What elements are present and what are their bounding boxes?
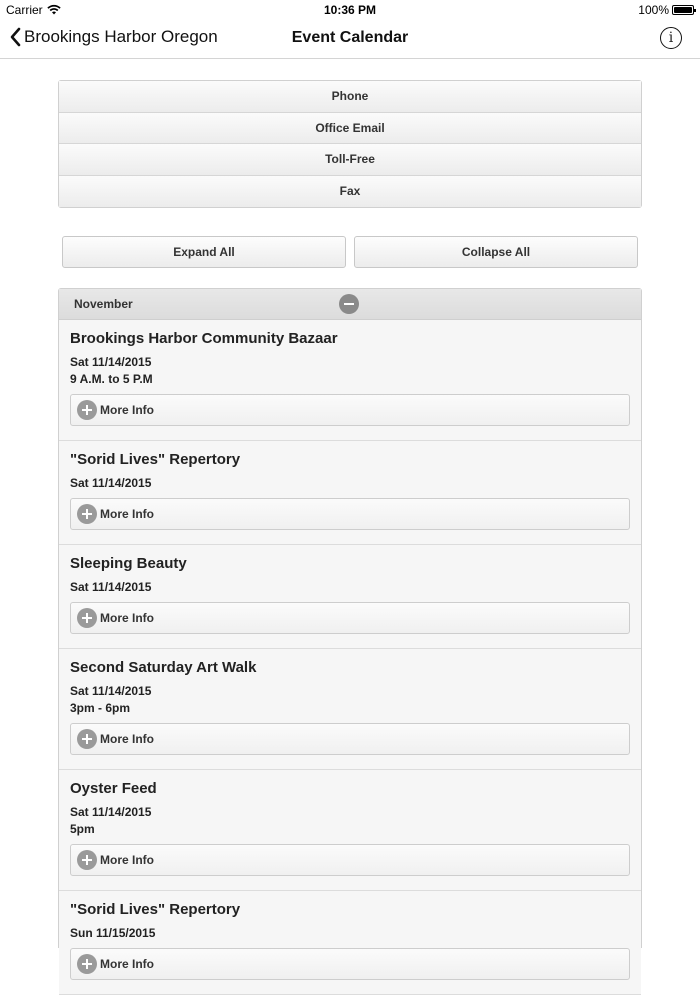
event-title: Sleeping Beauty (70, 555, 187, 572)
event-time: 9 A.M. to 5 P.M (70, 372, 153, 386)
month-header[interactable] (59, 289, 641, 320)
status-time: 10:36 PM (323, 3, 377, 17)
event-date: Sat 11/14/2015 (70, 805, 152, 819)
battery-percent: 100% (638, 3, 669, 17)
info-icon[interactable]: i (660, 27, 682, 49)
more-info-button[interactable] (70, 948, 630, 980)
contact-list (58, 80, 642, 208)
chevron-left-icon (8, 26, 22, 48)
month-section (58, 288, 642, 971)
battery-icon (672, 5, 694, 15)
event-date: Sat 11/14/2015 (70, 355, 152, 369)
event-title: "Sorid Lives" Repertory (70, 901, 241, 918)
collapse-all-button[interactable]: Collapse All (354, 236, 638, 268)
expand-collapse-row (62, 236, 638, 268)
event-date: Sat 11/14/2015 (70, 684, 152, 698)
event-date: Sat 11/14/2015 (70, 476, 152, 490)
event-date: Sat 11/14/2015 (70, 580, 152, 594)
plus-icon (77, 729, 97, 749)
collapse-minus-icon[interactable] (339, 294, 359, 314)
event-time: 5pm (70, 822, 95, 836)
more-info-button[interactable] (70, 498, 630, 530)
event-item (59, 649, 641, 770)
more-info-label: More Info (100, 611, 154, 625)
more-info-label: More Info (100, 403, 154, 417)
plus-icon (77, 954, 97, 974)
more-info-button[interactable] (70, 394, 630, 426)
event-item (59, 441, 641, 545)
month-label: November (74, 297, 133, 311)
event-title: Brookings Harbor Community Bazaar (70, 330, 338, 347)
contact-office-email[interactable]: Office Email (59, 113, 641, 145)
back-button[interactable] (8, 26, 218, 48)
more-info-label: More Info (100, 957, 154, 971)
plus-icon (77, 850, 97, 870)
plus-icon (77, 504, 97, 524)
carrier-label: Carrier (6, 3, 43, 17)
more-info-button[interactable] (70, 602, 630, 634)
event-title: Oyster Feed (70, 780, 157, 797)
plus-icon (77, 400, 97, 420)
event-date: Sun 11/15/2015 (70, 926, 156, 940)
contact-phone[interactable]: Phone (59, 81, 641, 113)
battery-fill (674, 7, 692, 13)
event-item (59, 320, 641, 441)
plus-icon (77, 608, 97, 628)
contact-fax[interactable]: Fax (59, 176, 641, 208)
expand-all-button[interactable]: Expand All (62, 236, 346, 268)
event-item (59, 770, 641, 891)
event-title: Second Saturday Art Walk (70, 659, 257, 676)
page-title: Event Calendar (291, 29, 409, 46)
event-title: "Sorid Lives" Repertory (70, 451, 241, 468)
status-right (638, 3, 694, 17)
contact-toll-free[interactable]: Toll-Free (59, 144, 641, 176)
more-info-label: More Info (100, 507, 154, 521)
event-time: 3pm - 6pm (70, 701, 131, 715)
more-info-label: More Info (100, 732, 154, 746)
event-item (59, 545, 641, 649)
more-info-button[interactable] (70, 844, 630, 876)
back-label: Brookings Harbor Oregon (24, 27, 218, 46)
event-item (59, 891, 641, 995)
more-info-label: More Info (100, 853, 154, 867)
status-bar (0, 0, 700, 20)
nav-bar (0, 20, 700, 59)
more-info-button[interactable] (70, 723, 630, 755)
